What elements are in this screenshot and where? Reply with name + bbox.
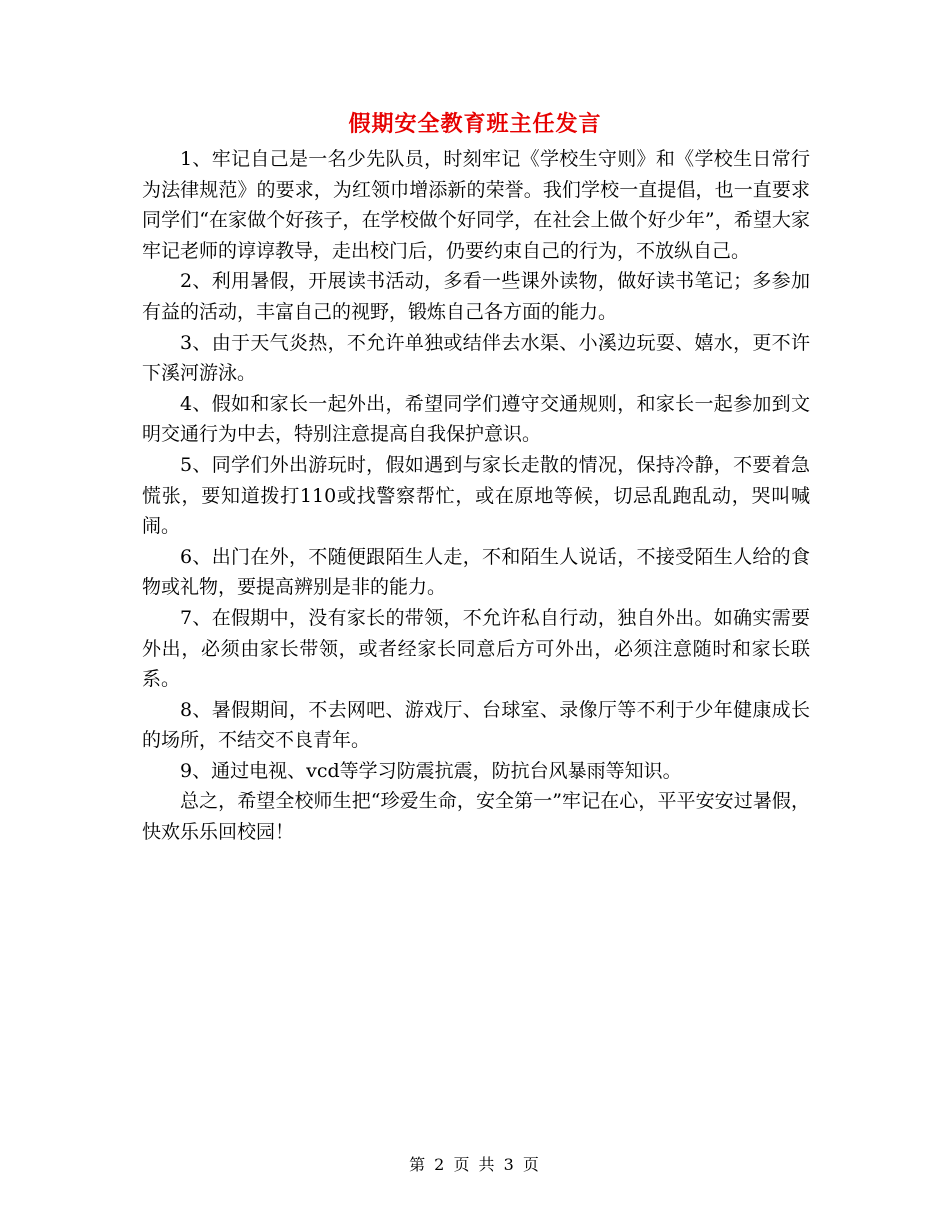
paragraph-1: 1、牢记自己是一名少先队员，时刻牢记《学校生守则》和《学校生日常行为法律规范》的要求，为红领巾增添新的荣誉。我们学校一直提倡，也一直要求同学们“在家做个好孩子，在学校做个好同学，在社会上做个好少年”，希望大家牢记老师的谆谆教导，走出校门后，仍要约束自己的行为，不放纵自己。 [142, 148, 810, 262]
paragraph-7: 7、在假期中，没有家长的带领，不允许私自行动，独自外出。如确实需要外出，必须由家长带领，或者经家长同意后方可外出，必须注意随时和家长联系。 [142, 606, 810, 691]
paragraph-4: 4、假如和家长一起外出，希望同学们遵守交通规则，和家长一起参加到文明交通行为中去，特别注意提高自我保护意识。 [142, 392, 810, 446]
paragraph-conclusion: 总之，希望全校师生把“珍爱生命，安全第一”牢记在心，平平安安过暑假，快欢乐乐回校园！ [142, 790, 810, 844]
document-body [142, 144, 810, 848]
page-number-footer: 第 2 页 共 3 页 [409, 1155, 541, 1174]
paragraph-5: 5、同学们外出游玩时，假如遇到与家长走散的情况，保持冷静，不要着急慌张，要知道拨打110或找警察帮忙，或在原地等候，切忌乱跑乱动，哭叫喊闹。 [142, 453, 810, 538]
paragraph-3: 3、由于天气炎热，不允许单独或结伴去水渠、小溪边玩耍、嬉水，更不许下溪河游泳。 [142, 331, 810, 385]
paragraph-2: 2、利用暑假，开展读书活动，多看一些课外读物，做好读书笔记；多参加有益的活动，丰富自己的视野，锻炼自己各方面的能力。 [142, 270, 810, 323]
document-title: 假期安全教育班主任发言 [348, 111, 602, 137]
paragraph-6: 6、出门在外，不随便跟陌生人走，不和陌生人说话，不接受陌生人给的食物或礼物，要提高辨别是非的能力。 [142, 545, 810, 599]
paragraph-8: 8、暑假期间，不去网吧、游戏厅、台球室、录像厅等不利于少年健康成长的场所，不结交不良青年。 [142, 698, 810, 752]
paragraph-9: 9、通过电视、vcd等学习防震抗震，防抗台风暴雨等知识。 [180, 759, 682, 782]
